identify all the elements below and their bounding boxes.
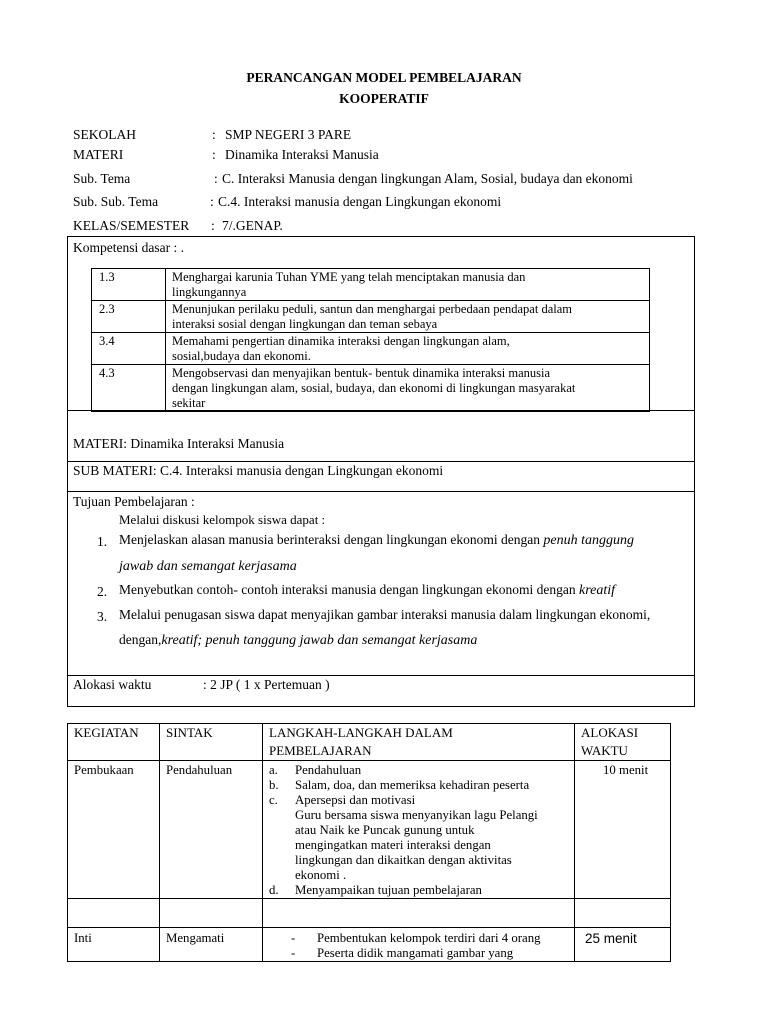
tujuan-number: 1. [97,534,108,549]
info-value: Dinamika Interaksi Manusia [225,147,379,162]
kd-line: sekitar [172,396,206,410]
kd-description [166,269,650,301]
info-label: Sub. Sub. Tema [73,194,159,209]
tujuan-item-3: Melalui penugasan siswa dapat menyajikan gambar interaksi manusia dalam lingkungan ekonomi, [119,607,651,622]
tujuan-text: Menjelaskan alasan manusia berinteraksi dengan lingkungan ekonomi dengan [119,532,544,547]
step-text: mengingatkan materi interaksi dengan [295,838,491,852]
alokasi-label: Alokasi waktu [73,677,152,692]
alokasi-value: : 2 JP ( 1 x Pertemuan ) [203,677,330,692]
info-separator: : [210,194,214,209]
kompetensi-label: Kompetensi dasar : . [73,240,184,255]
info-label: Sub. Tema [73,171,131,186]
info-separator: : [212,147,216,162]
header-sintak: SINTAK [160,724,263,761]
tujuan-item-2 [119,582,615,600]
info-value: SMP NEGERI 3 PARE [225,127,352,142]
divider [67,461,694,462]
info-sub-tema [73,171,633,188]
table-row [92,365,650,412]
step-text: Salam, doa, dan memeriksa kehadiran peserta [295,778,530,792]
info-separator: : [211,218,215,233]
tujuan-emphasis: penuh tanggung [543,533,634,548]
list-marker: b. [269,778,279,792]
info-sub-sub-tema [73,194,502,211]
empty-cell [263,899,575,928]
tujuan-item-1-cont: jawab dan semangat kerjasama [119,559,297,574]
step-text: Pembentukan kelompok terdiri dari 4 orang [317,931,541,945]
kompetensi-table [91,268,650,412]
kegiatan-cell: Inti [68,928,160,962]
kd-number: 1.3 [92,269,166,301]
empty-cell [575,899,671,928]
info-kelas-semester [73,218,283,235]
divider [67,491,694,492]
table-row [92,333,650,365]
header-alokasi [575,724,671,761]
info-materi [73,147,379,164]
step-text: atau Naik ke Puncak gunung untuk [295,823,475,837]
kegiatan-cell: Pembukaan [68,761,160,899]
table-row [92,269,650,301]
langkah-cell [263,928,575,962]
list-marker: d. [269,883,279,897]
sintak-cell: Mengamati [160,928,263,962]
info-label: KELAS/SEMESTER [73,218,190,233]
tujuan-heading: Tujuan Pembelajaran : [73,494,195,509]
header-line: WAKTU [581,743,628,758]
kd-line: Menghargai karunia Tuhan YME yang telah menciptakan manusia dan [172,270,526,284]
info-value: C.4. Interaksi manusia dengan Lingkungan ekonomi [218,194,502,209]
tujuan-item-3-cont [119,632,477,650]
kd-line: lingkungannya [172,285,247,299]
kd-line: Menunjukan perilaku peduli, santun dan menghargai perbedaan pendapat dalam [172,302,572,316]
step-text: Guru bersama siswa menyanyikan lagu Pelangi [295,808,538,822]
waktu-cell: 10 menit [575,761,671,899]
sub-materi-text: SUB MATERI: C.4. Interaksi manusia dengan Lingkungan ekonomi [73,463,444,478]
header-line: ALOKASI [581,725,639,740]
step-text: Apersepsi dan motivasi [295,793,416,807]
divider [67,675,694,676]
kd-line: sosial,budaya dan ekonomi. [172,349,311,363]
table-row-empty [68,899,671,928]
info-sekolah [73,127,352,144]
langkah-table [67,723,671,962]
list-item [269,763,574,778]
table-row [92,301,650,333]
kd-number: 4.3 [92,365,166,412]
info-label: MATERI [73,147,124,162]
step-text: Pendahuluan [295,763,362,777]
kd-line: interaksi sosial dengan lingkungan dan teman sebaya [172,317,438,331]
list-item [269,883,574,898]
document-title-line1: PERANCANGAN MODEL PEMBELAJARAN [246,70,522,85]
document-title-line2: KOOPERATIF [339,91,429,106]
tujuan-text: Menyebutkan contoh- contoh interaksi manusia dengan lingkungan ekonomi dengan [119,582,580,597]
list-item [269,946,574,961]
table-header-row [68,724,671,761]
header-langkah [263,724,575,761]
info-separator: : [214,171,218,186]
list-item [269,778,574,793]
waktu-cell: 25 menit [575,928,671,962]
table-row [68,928,671,962]
header-line: LANGKAH-LANGKAH DALAM [269,725,453,740]
kd-line: Memahami pengertian dinamika interaksi dengan lingkungan alam, [172,334,510,348]
header-kegiatan: KEGIATAN [68,724,160,761]
list-marker: c. [269,793,278,807]
tujuan-item-1 [119,532,634,550]
tujuan-number: 2. [97,584,108,599]
materi-text: MATERI: Dinamika Interaksi Manusia [73,436,285,451]
table-row [68,761,671,899]
info-separator: : [212,127,216,142]
info-value: C. Interaksi Manusia dengan lingkungan Alam, Sosial, budaya dan ekonomi [222,171,633,186]
kd-description [166,301,650,333]
step-text: Peserta didik mangamati gambar yang [317,946,514,960]
langkah-cell [263,761,575,899]
kd-description [166,333,650,365]
header-line: PEMBELAJARAN [269,743,372,758]
step-text: Menyampaikan tujuan pembelajaran [295,883,482,897]
sintak-cell: Pendahuluan [160,761,263,899]
info-value: 7/.GENAP. [222,218,283,233]
tujuan-text: dengan, [119,632,162,647]
kd-number: 2.3 [92,301,166,333]
empty-cell [160,899,263,928]
step-text: ekonomi . [295,868,347,882]
list-marker: - [291,931,296,945]
info-label: SEKOLAH [73,127,136,142]
list-marker: a. [269,763,278,777]
tujuan-emphasis: kreatif; penuh tanggung jawab dan semangat kerjasama [161,633,478,648]
step-text: lingkungan dan dikaitkan dengan aktivitas [295,853,512,867]
tujuan-number: 3. [97,609,108,624]
kd-description [166,365,650,412]
tujuan-emphasis: kreatif [579,583,616,598]
list-item [269,931,574,946]
tujuan-intro: Melalui diskusi kelompok siswa dapat : [119,512,326,527]
kd-number: 3.4 [92,333,166,365]
kd-line: dengan lingkungan alam, sosial, budaya, dan ekonomi di lingkungan masyarakat [172,381,576,395]
list-marker: - [291,946,296,960]
empty-cell [68,899,160,928]
list-item [269,793,574,883]
kd-line: Mengobservasi dan menyajikan bentuk- bentuk dinamika interaksi manusia [172,366,551,380]
